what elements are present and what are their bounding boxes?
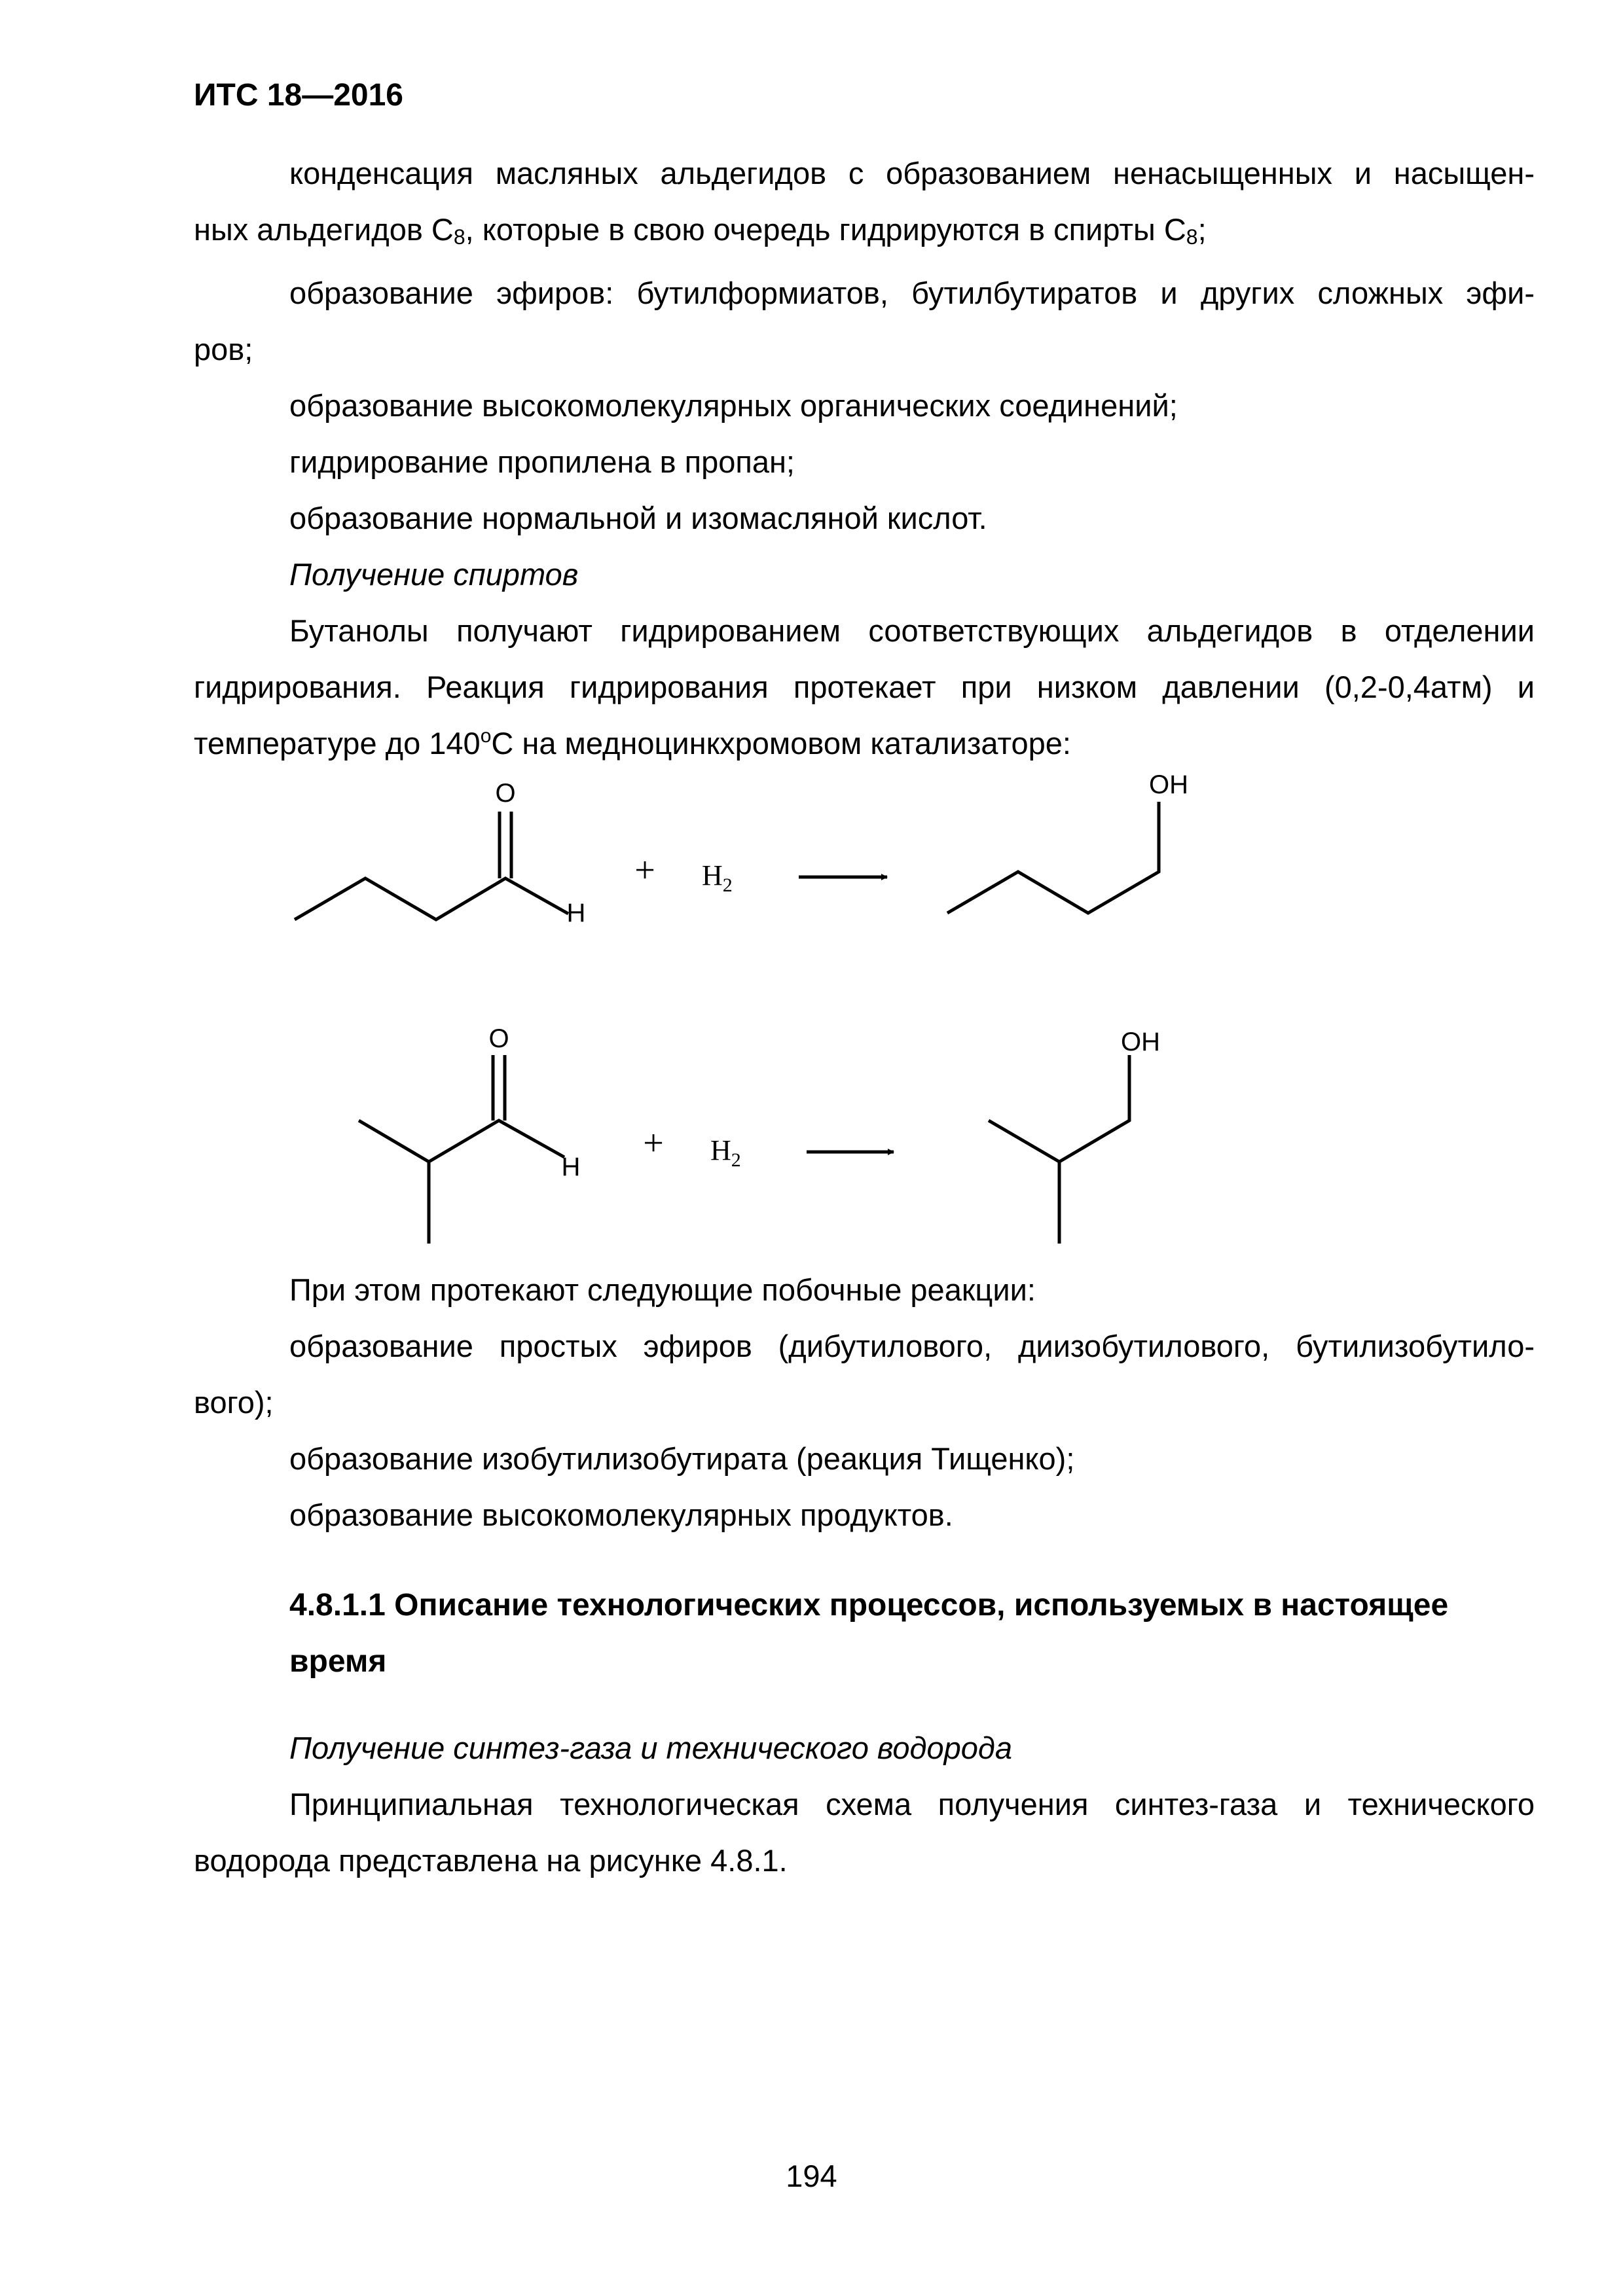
atom-o: O [495, 779, 516, 808]
text-span: ; [1197, 212, 1207, 247]
isobutanol-chain [989, 1055, 1129, 1162]
isobutanal-chain [359, 1121, 564, 1162]
subscript: 8 [453, 225, 465, 249]
reaction-1 [295, 770, 1188, 927]
group-oh: OH [1149, 770, 1188, 799]
paragraph-scheme: Принципиальная технологическая схема получения синтез-газа и технического [289, 1787, 1535, 1821]
paragraph-side-reactions: При этом протекают следующие побочные реакции: [289, 1272, 1036, 1307]
paragraph-acids: образование нормальной и изомасляной кислот. [289, 501, 987, 535]
plus-sign: + [643, 1123, 664, 1164]
paragraph-high-molecular: образование высокомолекулярных органических соединений; [289, 388, 1178, 423]
atom-h: H [566, 899, 586, 927]
paragraph-propylene: гидрирование пропилена в пропан; [289, 444, 795, 479]
text-span: ных альдегидов С [194, 212, 454, 247]
paragraph-butanols: Бутанолы получают гидрированием соответствующих альдегидов в отделении [289, 613, 1535, 648]
subheading-alcohols: Получение спиртов [289, 557, 579, 592]
paragraph-esters: образование эфиров: бутилформиатов, бутилбутиратов и других сложных эфи- [289, 276, 1535, 310]
page-number: 194 [786, 2159, 837, 2193]
text-span: , которые в свою очередь гидрируются в спирты С [465, 212, 1186, 247]
paragraph-esters-cont: ров; [194, 332, 253, 367]
paragraph-scheme-cont: водорода представлена на рисунке 4.8.1. [194, 1843, 788, 1878]
synthesis-gas-block [194, 1720, 1535, 1889]
hydrogen-h2: $H_2$ [702, 859, 733, 896]
section-heading: 4.8.1.1 Описание технологических процессов, используемых в настоящее [289, 1588, 1449, 1623]
paragraph-ethers-cont: вого); [194, 1385, 274, 1420]
paragraph-tishchenko: образование изобутилизобутирата (реакция Тищенко); [289, 1441, 1075, 1476]
plus-sign: + [634, 850, 655, 891]
paragraph-condensation: конденсация масляных альдегидов с образованием ненасыщенных и насыщен- [289, 156, 1535, 190]
butanal-chain [295, 878, 568, 920]
atom-o: O [488, 1024, 509, 1053]
paragraph-high-molecular-products: образование высокомолекулярных продуктов. [289, 1498, 953, 1532]
butanol-chain [947, 802, 1159, 913]
hydrogen-h2: $H_2$ [710, 1134, 741, 1171]
section-heading-block [194, 1577, 1535, 1690]
subheading-synthesis-gas: Получение синтез-газа и технического водорода [289, 1731, 1013, 1765]
superscript: о [480, 725, 492, 747]
subscript: 8 [1186, 225, 1198, 249]
section-heading-cont: время [289, 1644, 387, 1679]
paragraph-butanols-cont1: гидрирования. Реакция гидрирования протекает при низком давлении (0,2-0,4атм) и [194, 670, 1535, 704]
text-span: С на медноцинкхромовом катализаторе: [491, 726, 1071, 761]
paragraph-ethers: образование простых эфиров (дибутилового, диизобутилового, бутилизобутило- [289, 1329, 1535, 1363]
reaction-2 [359, 1024, 1160, 1244]
atom-h: H [561, 1153, 581, 1181]
text-span: температуре до 140 [194, 726, 481, 761]
document-id: ИТС 18—2016 [194, 78, 403, 113]
group-oh: OH [1121, 1028, 1160, 1056]
bottom-text-block [194, 1262, 1535, 1543]
